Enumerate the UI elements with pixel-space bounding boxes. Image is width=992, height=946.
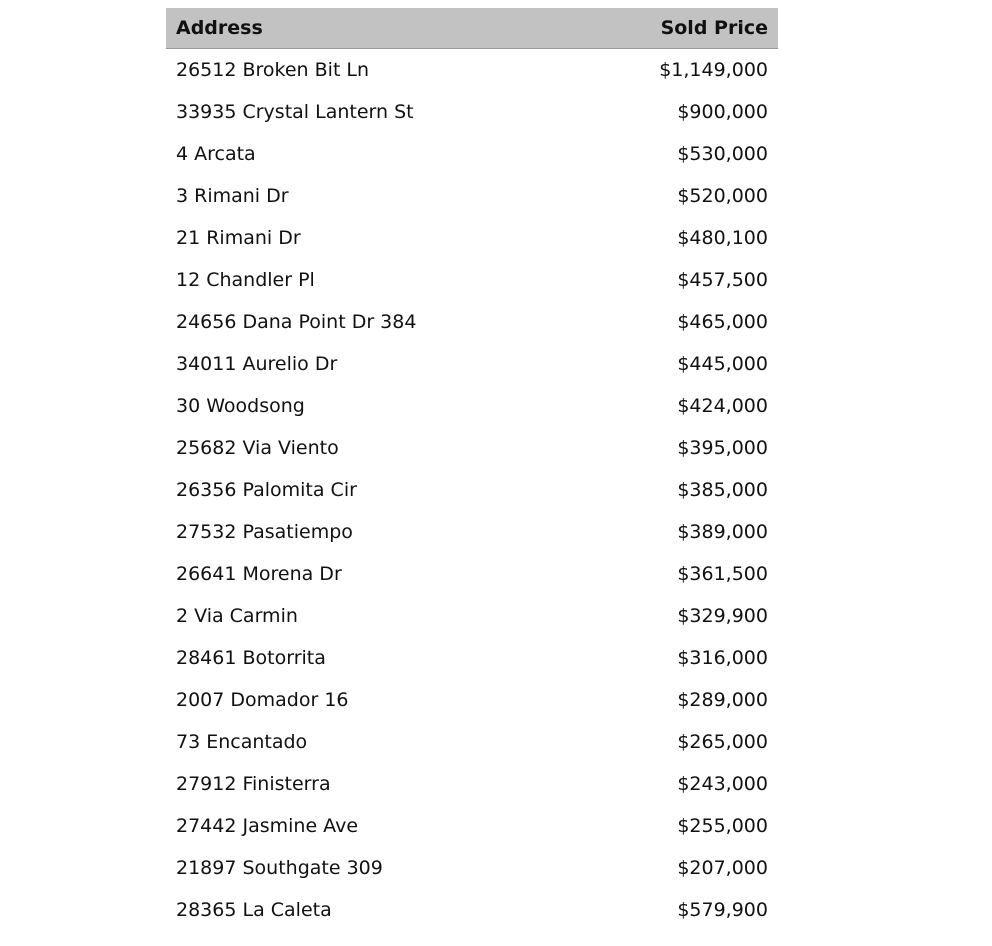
table-row <box>166 427 778 469</box>
table-header <box>166 8 778 49</box>
table-row <box>166 679 778 721</box>
table-row <box>166 49 778 92</box>
address-cell: 26641 Morena Dr <box>176 563 342 585</box>
address-cell: 2007 Domador 16 <box>176 689 349 711</box>
address-cell: 21897 Southgate 309 <box>176 857 383 879</box>
sold-price-cell: $243,000 <box>677 773 768 795</box>
table-row <box>166 91 778 133</box>
sold-price-cell: $480,100 <box>677 227 768 249</box>
sold-price-cell: $530,000 <box>677 143 768 165</box>
address-cell: 28365 La Caleta <box>176 899 332 921</box>
address-cell: 27442 Jasmine Ave <box>176 815 359 837</box>
sold-price-cell: $395,000 <box>677 437 768 459</box>
sold-listings-table <box>166 8 778 931</box>
sold-price-cell: $255,000 <box>677 815 768 837</box>
address-cell: 4 Arcata <box>176 143 256 165</box>
address-cell: 73 Encantado <box>176 731 308 753</box>
address-cell: 28461 Botorrita <box>176 647 326 669</box>
header-row <box>166 8 778 49</box>
table-row <box>166 763 778 805</box>
sold-price-cell: $329,900 <box>677 605 768 627</box>
sold-price-cell: $289,000 <box>677 689 768 711</box>
table-row <box>166 469 778 511</box>
table-body <box>166 49 778 932</box>
address-cell: 33935 Crystal Lantern St <box>176 101 414 123</box>
address-cell: 34011 Aurelio Dr <box>176 353 338 375</box>
address-cell: 21 Rimani Dr <box>176 227 301 249</box>
sold-price-cell: $316,000 <box>677 647 768 669</box>
table-row <box>166 847 778 889</box>
sold-price-cell: $445,000 <box>677 353 768 375</box>
address-cell: 26512 Broken Bit Ln <box>176 59 370 81</box>
column-header-address: Address <box>166 8 575 49</box>
sold-price-cell: $361,500 <box>677 563 768 585</box>
column-header-sold-price: Sold Price <box>575 8 778 49</box>
sold-price-cell: $265,000 <box>677 731 768 753</box>
address-cell: 26356 Palomita Cir <box>176 479 357 501</box>
table-row <box>166 175 778 217</box>
sold-price-cell: $389,000 <box>677 521 768 543</box>
sold-price-cell: $424,000 <box>677 395 768 417</box>
table-row <box>166 217 778 259</box>
sold-price-cell: $579,900 <box>677 899 768 921</box>
sold-price-cell: $900,000 <box>677 101 768 123</box>
sold-price-cell: $520,000 <box>677 185 768 207</box>
table-row <box>166 721 778 763</box>
sold-price-cell: $207,000 <box>677 857 768 879</box>
table-row <box>166 595 778 637</box>
address-cell: 12 Chandler Pl <box>176 269 315 291</box>
table-row <box>166 553 778 595</box>
sold-price-cell: $1,149,000 <box>659 59 768 81</box>
table-row <box>166 343 778 385</box>
table-row <box>166 385 778 427</box>
table-row <box>166 805 778 847</box>
table-row <box>166 259 778 301</box>
address-cell: 2 Via Carmin <box>176 605 298 627</box>
table-row <box>166 301 778 343</box>
table-row <box>166 889 778 931</box>
address-cell: 27912 Finisterra <box>176 773 331 795</box>
sold-price-cell: $385,000 <box>677 479 768 501</box>
table-row <box>166 637 778 679</box>
address-cell: 24656 Dana Point Dr 384 <box>176 311 417 333</box>
address-cell: 25682 Via Viento <box>176 437 339 459</box>
address-cell: 3 Rimani Dr <box>176 185 289 207</box>
table-row <box>166 511 778 553</box>
sold-price-cell: $457,500 <box>677 269 768 291</box>
sold-price-cell: $465,000 <box>677 311 768 333</box>
address-cell: 27532 Pasatiempo <box>176 521 353 543</box>
address-cell: 30 Woodsong <box>176 395 305 417</box>
table-row <box>166 133 778 175</box>
